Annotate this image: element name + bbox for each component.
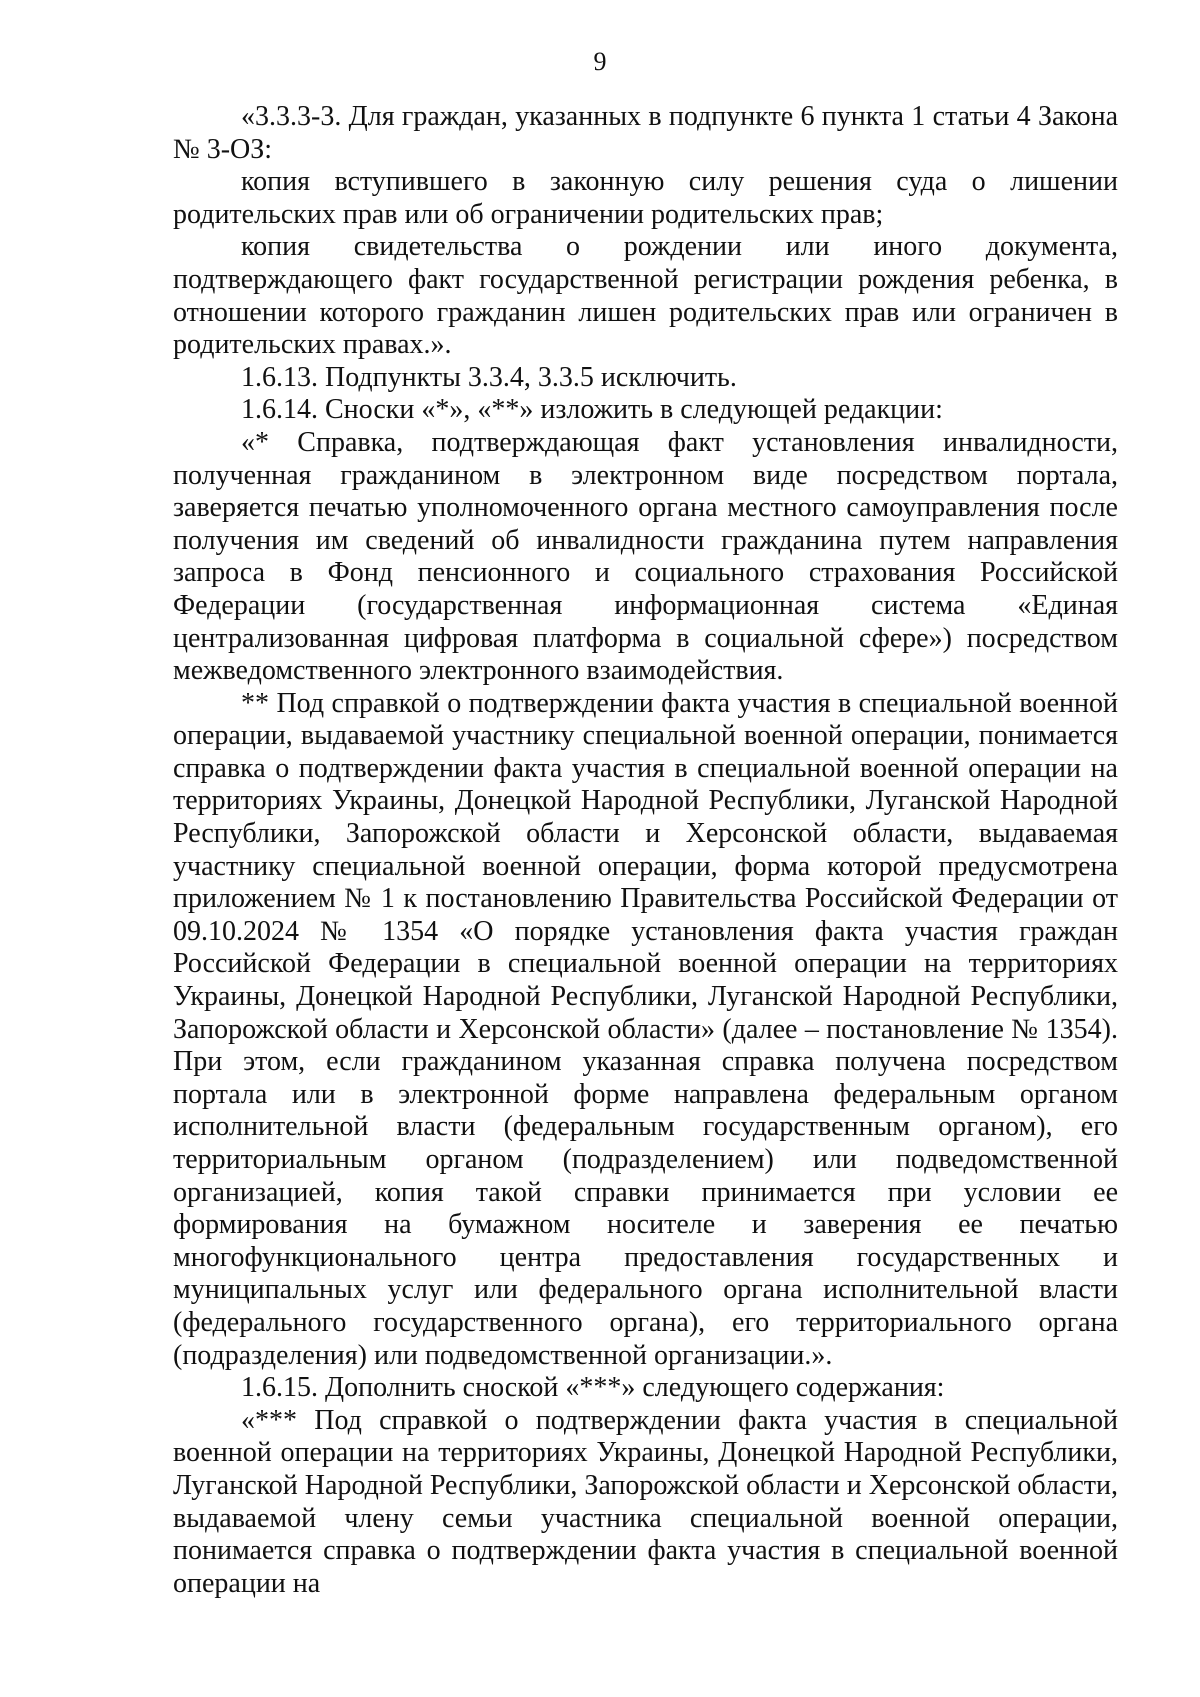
footnote-single-star: «* Справка, подтверждающая факт установления инвалидности, полученная гражданином в электронном виде посредством портала, заверяется печатью уполномоченного органа местного самоуправления после получения им сведений об инвалидности гражданина путем направления запроса в Фонд пенсионного и социального страхования Российской Федерации (государственная информационная система «Единая централизованная цифровая платформа в социальной сфере») посредством межведомственного электронного взаимодействия. xyxy=(173,426,1118,687)
footnote-triple-star: «*** Под справкой о подтверждении факта участия в специальной военной операции на территориях Украины, Донецкой Народной Республики, Луганской Народной Республики, Запорожской области и Херсонской области, выдаваемой члену семьи участника специальной военной операции, понимается справка о подтверждении факта участия в специальной военной операции на xyxy=(173,1404,1118,1599)
footnote-double-star: ** Под справкой о подтверждении факта участия в специальной военной операции, выдаваемой участнику специальной военной операции, понимается справка о подтверждении факта участия в специальной военной операции на территориях Украины, Донецкой Народной Республики, Луганской Народной Республики, Запорожской области и Херсонской области, выдаваемая участнику специальной военной операции, форма которой предусмотрена приложением № 1 к постановлению Правительства Российской Федерации от 09.10.2024 № 1354 «О порядке установления факта участия граждан Российской Федерации в специальной военной операции на территориях Украины, Донецкой Народной Республики, Луганской Народной Республики, Запорожской области и Херсонской области» (далее – постановление № 1354). При этом, если гражданином указанная справка получена посредством портала или в электронной форме направлена федеральным органом исполнительной власти (федеральным государственным органом), его территориальным органом (подразделением) или подведомственной организацией, копия такой справки принимается при условии ее формирования на бумажном носителе и заверения ее печатью многофункционального центра предоставления государственных и муниципальных услуг или федерального органа исполнительной власти (федерального государственного органа), его территориального органа (подразделения) или подведомственной организации.». xyxy=(173,687,1118,1371)
paragraph-1-6-15: 1.6.15. Дополнить сноской «***» следующего содержания: xyxy=(241,1372,945,1404)
paragraph-1-6-13: 1.6.13. Подпункты 3.3.4, 3.3.5 исключить. xyxy=(241,361,737,393)
paragraph-1-6-14: 1.6.14. Сноски «*», «**» изложить в следующей редакции: xyxy=(241,394,943,426)
paragraph-3-3-3-3-heading: «3.3.3-3. Для граждан, указанных в подпункте 6 пункта 1 статьи 4 Закона № 3-ОЗ: xyxy=(173,101,1118,165)
paragraph-birth-certificate-copy: копия свидетельства о рождении или иного документа, подтверждающего факт государственной регистрации рождения ребенка, в отношении которого гражданин лишен родительских прав или ограничен в родительских правах.». xyxy=(173,231,1118,361)
paragraph-court-decision-copy: копия вступившего в законную силу решения суда о лишении родительских прав или об ограничении родительских прав; xyxy=(173,166,1118,230)
page-number: 9 xyxy=(593,47,607,76)
document-body xyxy=(173,101,1118,1600)
